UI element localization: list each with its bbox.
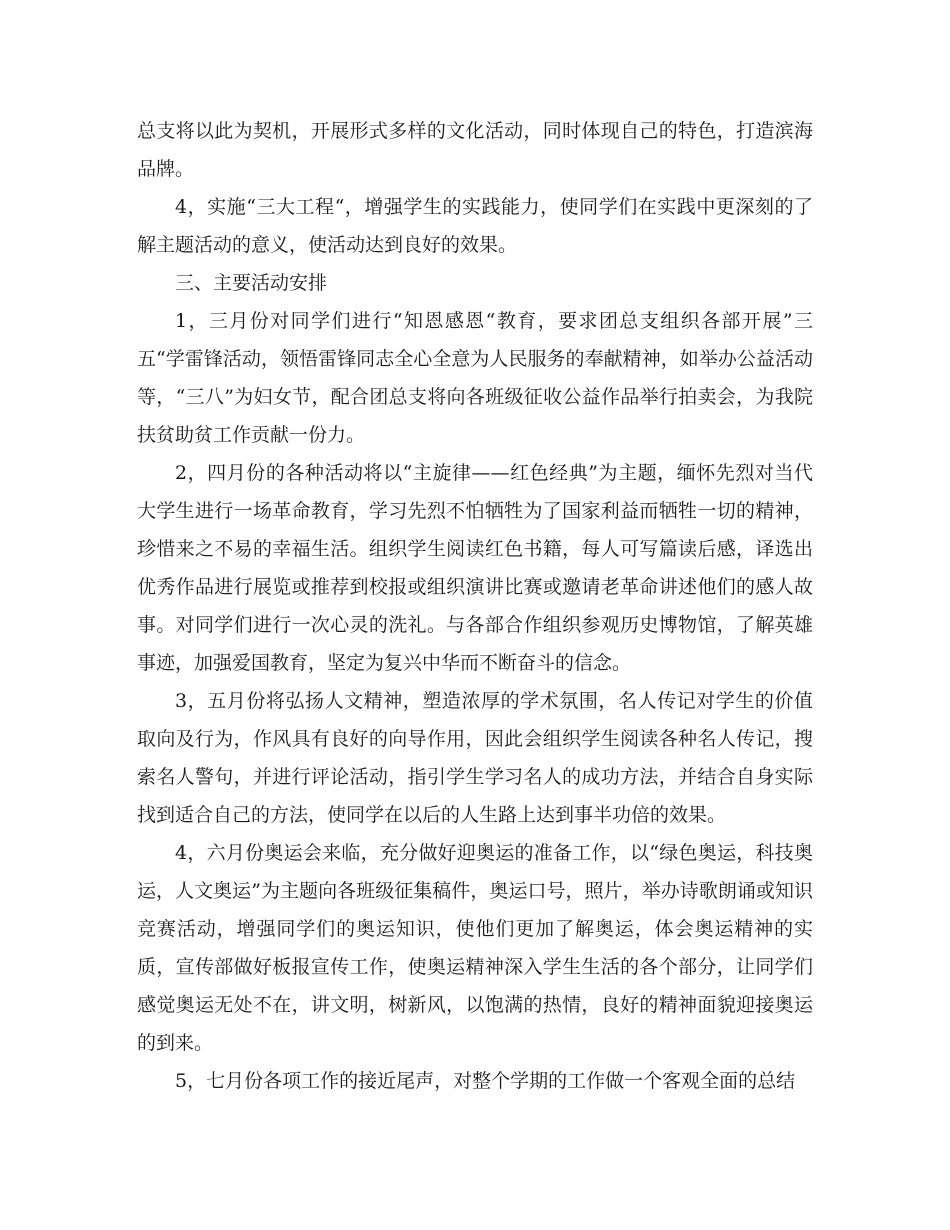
paragraph-april-activities: 2，四月份的各种活动将以“主旋律——红色经典”为主题，缅怀先烈对当代大学生进行一场革命教育，学习先烈不怕牺牲为了国家利益而牺牲一切的精神，珍惜来之不易的幸福生活。组织学生阅读红色书籍，每人可写篇读后感，译选出优秀作品进行展览或推荐到校报或组织演讲比赛或邀请老革命讲述他们的感人故事。对同学们进行一次心灵的洗礼。与各部合作组织参观历史博物馆，了解英雄事迹，加强爱国教育，坚定为复兴中华而不断奋斗的信念。 [137, 462, 813, 674]
paragraph-june-activities: 4，六月份奥运会来临，充分做好迎奥运的准备工作，以“绿色奥运，科技奥运，人文奥运”为主题向各班级征集稿件，奥运口号，照片，举办诗歌朗诵或知识竞赛活动，增强同学们的奥运知识，使他们更加了解奥运，体会奥运精神的实质，宣传部做好板报宣传工作，使奥运精神深入学生生活的各个部分，让同学们感觉奥运无处不在，讲文明，树新风，以饱满的热情，良好的精神面貌迎接奥运的到来。 [137, 842, 813, 1054]
section-heading-main-activities: 三、主要活动安排 [175, 272, 328, 294]
document-body [137, 112, 813, 1100]
paragraph-may-activities: 3，五月份将弘扬人文精神，塑造浓厚的学术氛围，名人传记对学生的价值取向及行为，作风具有良好的向导作用，因此会组织学生阅读各种名人传记，搜索名人警句，并进行评论活动，指引学生学习名人的成功方法，并结合自身实际找到适合自己的方法，使同学在以后的人生路上达到事半功倍的效果。 [137, 690, 813, 826]
paragraph-march-activities: 1，三月份对同学们进行“知恩感恩“教育，要求团总支组织各部开展”三五“学雷锋活动，领悟雷锋同志全心全意为人民服务的奉献精神，如举办公益活动等，“三八”为妇女节，配合团总支将向各班级征收公益作品举行拍卖会，为我院扶贫助贫工作贡献一份力。 [137, 310, 813, 446]
paragraph-continuation: 总支将以此为契机，开展形式多样的文化活动，同时体现自己的特色，打造滨海品牌。 [137, 120, 813, 180]
paragraph-item-4-three-projects: 4，实施“三大工程“，增强学生的实践能力，使同学们在实践中更深刻的了解主题活动的意义，使活动达到良好的效果。 [137, 196, 813, 256]
paragraph-july-activities: 5，七月份各项工作的接近尾声，对整个学期的工作做一个客观全面的总结 [175, 1070, 796, 1092]
